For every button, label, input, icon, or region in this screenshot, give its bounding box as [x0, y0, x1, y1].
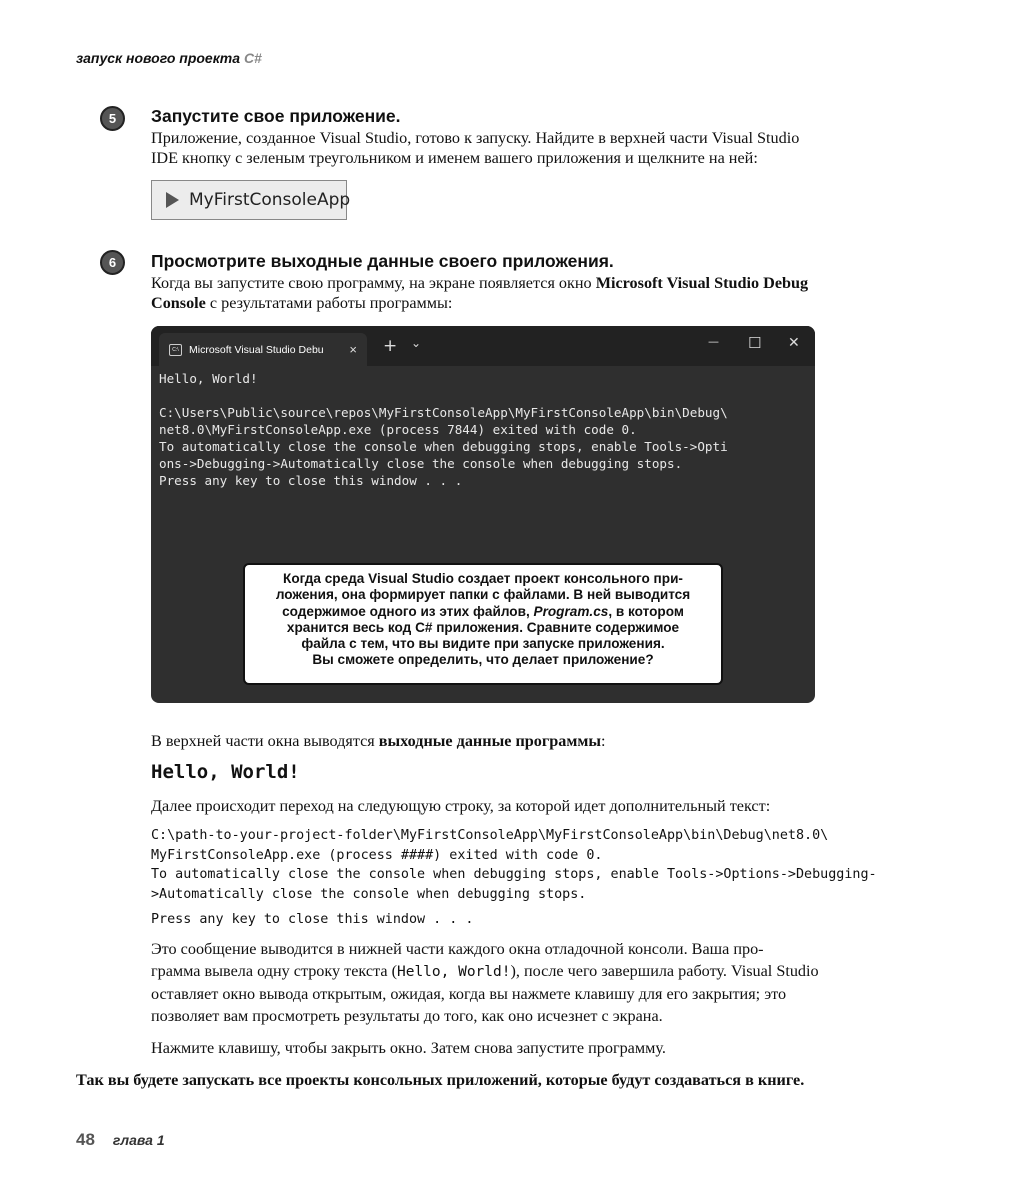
run-app-label: MyFirstConsoleApp: [189, 190, 351, 210]
text: содержимое одного из этих файлов,: [282, 603, 534, 619]
paragraph: Далее происходит переход на следующую строку, за которой идет дополнительный текст:: [151, 797, 771, 815]
text-bold: Microsoft Visual Studio Debug: [595, 274, 809, 292]
minimize-button[interactable]: —: [708, 335, 719, 348]
text: с результатами работы программы:: [205, 294, 453, 312]
text-line: [151, 960, 819, 983]
run-app-button[interactable]: [151, 180, 351, 220]
console-line: Hello, World!: [159, 371, 258, 386]
console-tab[interactable]: [159, 333, 367, 366]
text: ), после чего завершила работу. Visual Studio: [510, 962, 819, 980]
close-button[interactable]: ✕: [788, 335, 800, 351]
code-line: >Automatically close the console when debugging stops.: [151, 886, 587, 902]
debug-console-window: [151, 326, 815, 703]
text-line: позволяет вам просмотреть результаты до того, как оно исчезнет с экрана.: [151, 1007, 663, 1025]
text: :: [601, 732, 606, 750]
console-output: [159, 370, 728, 489]
text-line: Приложение, созданное Visual Studio, готово к запуску. Найдите в верхней части Visual Studio: [151, 129, 800, 147]
play-icon: [166, 192, 179, 208]
console-line: net8.0\MyFirstConsoleApp.exe (process 7844) exited with code 0.: [159, 422, 637, 437]
step-5-badge: 5: [100, 106, 125, 131]
running-head: [76, 50, 262, 66]
console-line: To automatically close the console when debugging stops, enable Tools->Opti: [159, 439, 728, 454]
step-5-title: Запустите свое приложение.: [151, 106, 401, 126]
text-bold: Console: [151, 294, 206, 312]
running-head-accent: C#: [243, 50, 262, 66]
console-line: Press any key to close this window . . .: [159, 473, 463, 488]
step-6-title: Просмотрите выходные данные своего приложения.: [151, 251, 614, 271]
text-line: [151, 293, 808, 313]
code-block: [151, 826, 877, 904]
callout-line: ложения, она формирует папки с файлами. В ней выводится: [275, 587, 691, 603]
page-footer: [76, 1130, 165, 1150]
step-6-badge: 6: [100, 250, 125, 275]
text: грамма вывела одну строку текста (: [151, 962, 397, 980]
code-line: Press any key to close this window . . .: [151, 912, 474, 927]
hello-world-output: Hello, World!: [151, 761, 300, 783]
callout-note: [243, 563, 723, 685]
page-number: 48: [76, 1130, 95, 1149]
code-line: To automatically close the console when debugging stops, enable Tools->Options->Debugging-: [151, 867, 877, 882]
tab-dropdown-icon[interactable]: ⌄: [411, 336, 422, 350]
console-icon: C:\: [169, 344, 182, 356]
chapter-label: глава 1: [112, 1132, 165, 1148]
console-line: C:\Users\Public\source\repos\MyFirstConsoleApp\MyFirstConsoleApp\bin\Debug\: [159, 405, 728, 420]
code-line: C:\path-to-your-project-folder\MyFirstConsoleApp\MyFirstConsoleApp\bin\Debug\net8.0\: [151, 828, 829, 843]
filename: Program.cs: [533, 603, 609, 619]
text: , в котором: [608, 603, 684, 619]
text: В верхней части окна выводятся: [151, 732, 379, 750]
console-line: ons->Debugging->Automatically close the console when debugging stops.: [159, 456, 683, 471]
callout-line: хранится весь код C# приложения. Сравните содержимое: [286, 619, 680, 635]
paragraph: [151, 938, 819, 1027]
tab-close-icon[interactable]: ×: [349, 342, 357, 357]
callout-line: Вы сможете определить, что делает приложение?: [312, 652, 654, 668]
summary-bold: Так вы будете запускать все проекты консольных приложений, которые будут создаваться в книге.: [76, 1071, 805, 1089]
tab-title: Microsoft Visual Studio Debu: [189, 343, 324, 356]
text-line: [151, 273, 808, 293]
text-line: оставляет окно вывода открытым, ожидая, когда вы нажмете клавишу для его закрытия; это: [151, 985, 787, 1003]
console-line: [159, 387, 728, 404]
callout-line: файла с тем, что вы видите при запуске приложения.: [301, 636, 665, 652]
code-line: MyFirstConsoleApp.exe (process ####) exited with code 0.: [151, 847, 603, 863]
step-5-text: [151, 128, 799, 168]
inline-code: Hello, World!: [396, 964, 511, 980]
title-bar: [151, 326, 815, 366]
callout-line: [245, 604, 721, 620]
text-bold: выходные данные программы: [378, 732, 602, 750]
text-line: Это сообщение выводится в нижней части каждого окна отладочной консоли. Ваша про-: [151, 940, 764, 958]
maximize-button[interactable]: ☐: [748, 334, 762, 352]
running-head-text: запуск нового проекта: [76, 50, 241, 66]
text-line: IDE кнопку с зеленым треугольником и именем вашего приложения и щелкните на ней:: [151, 149, 758, 167]
paragraph: [151, 731, 606, 751]
text: Когда вы запустите свою программу, на экране появляется окно: [151, 274, 596, 292]
paragraph: Нажмите клавишу, чтобы закрыть окно. Затем снова запустите программу.: [151, 1039, 666, 1057]
step-6-text: [151, 273, 808, 313]
callout-line: Когда среда Visual Studio создает проект консольного при-: [283, 571, 683, 586]
new-tab-button[interactable]: +: [383, 336, 398, 356]
